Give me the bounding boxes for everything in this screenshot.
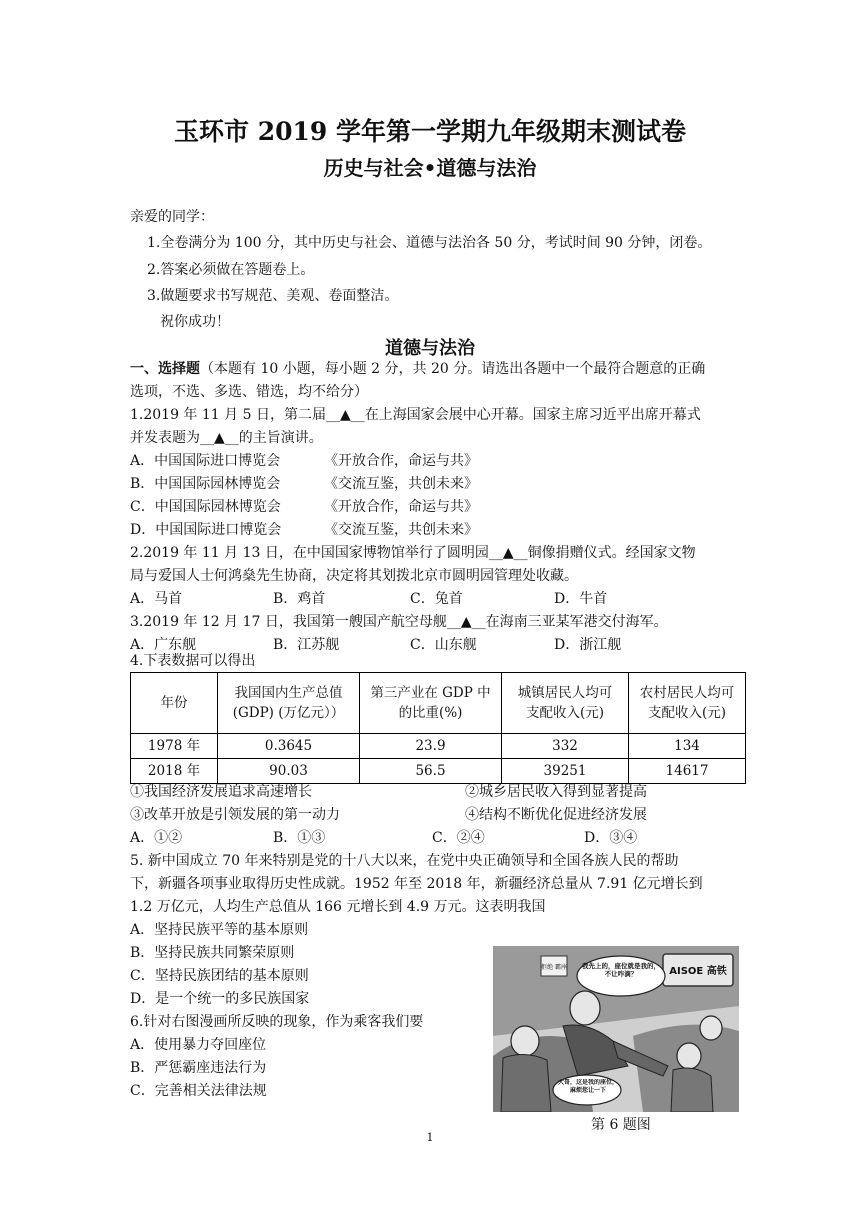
table-cell: 23.9 — [360, 734, 502, 759]
table-header-year: 年份 — [131, 673, 218, 734]
q6-stem: 6.针对右图漫画所反映的现象，作为乘客我们要 — [130, 1014, 424, 1030]
q5-stem-1: 5. 新中国成立 70 年来特别是党的十八大以来，在党中央正确领导和全国各族人民的帮助 — [130, 853, 679, 869]
exam-subtitle: 历史与社会•道德与法治 — [323, 156, 537, 180]
speech-bubble-top: 我先上的，座位就是我的，不让咋滴？ — [582, 962, 660, 978]
q1-option-a: A．中国国际进口博览会 — [130, 453, 281, 469]
q2-option-a: A．马首 — [130, 591, 183, 607]
q6-cartoon-illustration — [493, 946, 739, 1112]
table-header-rural-income: 农村居民人均可 支配收入(元) — [629, 673, 746, 734]
q5-option-b: B．坚持民族共同繁荣原则 — [130, 945, 295, 961]
q4-statement-1: ①我国经济发展追求高速增长 — [130, 784, 312, 800]
part-title: 一、选择题 — [130, 361, 200, 377]
q4-statement-3: ③改革开放是引领发展的第一动力 — [130, 807, 340, 823]
table-header-row — [131, 673, 746, 734]
q1-option-d: D．中国国际进口博览会 — [130, 522, 282, 538]
q6-option-b: B．严惩霸座违法行为 — [130, 1060, 267, 1076]
q3-option-a: A．广东舰 — [130, 637, 197, 653]
figure-caption: 第 6 题图 — [591, 1117, 651, 1133]
q4-statement-4: ④结构不断优化促进经济发展 — [465, 807, 647, 823]
table-cell: 56.5 — [360, 759, 502, 784]
wish: 祝你成功！ — [160, 314, 230, 330]
q5-option-a: A．坚持民族平等的基本原则 — [130, 922, 309, 938]
table-header-urban-income: 城镇居民人均可 支配收入(元) — [502, 673, 629, 734]
part-header — [130, 358, 705, 380]
page-number: 1 — [426, 1131, 434, 1144]
table-row — [131, 759, 746, 784]
q4-data-table — [130, 672, 746, 784]
q6-option-c: C．完善相关法律法规 — [130, 1083, 267, 1099]
table-cell: 2018 年 — [131, 759, 218, 784]
q2-option-d: D．牛首 — [554, 591, 608, 607]
q3-option-d: D．浙江舰 — [554, 637, 622, 653]
q4-option-d: D．③④ — [584, 830, 638, 846]
q1-option-c: C．中国国际园林博览会 — [130, 499, 281, 515]
q2-stem-2: 局与爱国人士何鸿燊先生协商，决定将其划拨北京市圆明园管理处收藏。 — [130, 568, 578, 584]
q5-stem-3: 1.2 万亿元，人均生产总值从 166 元增长到 4.9 万元。这表明我国 — [130, 899, 546, 915]
greeting: 亲爱的同学： — [130, 209, 214, 225]
q2-option-c: C．兔首 — [410, 591, 463, 607]
rule-3: 3.做题要求书写规范、美观、卷面整洁。 — [147, 288, 399, 304]
table-cell: 39251 — [502, 759, 629, 784]
speech-bubble-bottom: 大哥，这是我的座位，麻烦您让一下 — [557, 1079, 618, 1094]
exam-title: 玉环市 2019 学年第一学期九年级期末测试卷 — [174, 117, 686, 146]
q4-option-c: C．②④ — [432, 830, 485, 846]
table-cell: 90.03 — [218, 759, 360, 784]
q1-option-c-title: 《开放合作，命运与共》 — [324, 499, 478, 515]
q2-stem-1: 2.2019 年 11 月 13 日，在中国国家博物馆举行了圆明园__▲__铜像捐赠仪式。经国家文物 — [130, 545, 696, 561]
q1-option-b: B．中国国际园林博览会 — [130, 476, 281, 492]
train-sign: AISOE 高铁 — [669, 966, 727, 977]
table-cell: 332 — [502, 734, 629, 759]
q5-option-d: D．是一个统一的多民族国家 — [130, 991, 310, 1007]
table-cell: 1978 年 — [131, 734, 218, 759]
table-header-gdp: 我国国内生产总值 (GDP) (万亿元）） — [218, 673, 360, 734]
q1-option-d-title: 《交流互鉴，共创未来》 — [324, 522, 478, 538]
q2-option-b: B．鸡首 — [273, 591, 326, 607]
table-cell: 134 — [629, 734, 746, 759]
q4-statement-2: ②城乡居民收入得到显著提高 — [465, 784, 647, 800]
protest-board: 拒绝 霸座 — [541, 964, 567, 971]
q4-option-a: A．①② — [130, 830, 183, 846]
q1-stem-1: 1.2019 年 11 月 5 日，第二届__▲__在上海国家会展中心开幕。国家主席习近平出席开幕式 — [130, 407, 701, 423]
q5-option-c: C．坚持民族团结的基本原则 — [130, 968, 309, 984]
part-note: （本题有 10 小题，每小题 2 分，共 20 分。请选出各题中一个最符合题意的正确 — [200, 361, 706, 377]
table-cell: 0.3645 — [218, 734, 360, 759]
table-row — [131, 734, 746, 759]
q6-option-a: A．使用暴力夺回座位 — [130, 1037, 267, 1053]
q3-option-c: C．山东舰 — [410, 637, 477, 653]
part-note-2: 选项，不选、多选、错选，均不给分） — [130, 384, 368, 400]
q4-stem: 4.下表数据可以得出 — [130, 653, 256, 669]
q1-stem-2: 并发表题为__▲__的主旨演讲。 — [130, 430, 323, 446]
q4-option-b: B．①③ — [273, 830, 326, 846]
rule-2: 2.答案必须做在答题卷上。 — [147, 262, 315, 278]
q5-stem-2: 下，新疆各项事业取得历史性成就。1952 年至 2018 年，新疆经济总量从 7.91 亿元增长到 — [130, 876, 703, 892]
table-header-tertiary: 第三产业在 GDP 中 的比重(%) — [360, 673, 502, 734]
q3-option-b: B．江苏舰 — [273, 637, 340, 653]
q1-option-a-title: 《开放合作，命运与共》 — [324, 453, 478, 469]
rule-1: 1.全卷满分为 100 分，其中历史与社会、道德与法治各 50 分，考试时间 90 分钟，闭卷。 — [147, 235, 712, 251]
table-cell: 14617 — [629, 759, 746, 784]
section-heading: 道德与法治 — [385, 338, 475, 359]
q3-stem: 3.2019 年 12 月 17 日，我国第一艘国产航空母舰__▲__在海南三亚某军港交付海军。 — [130, 614, 668, 630]
q1-option-b-title: 《交流互鉴，共创未来》 — [324, 476, 478, 492]
